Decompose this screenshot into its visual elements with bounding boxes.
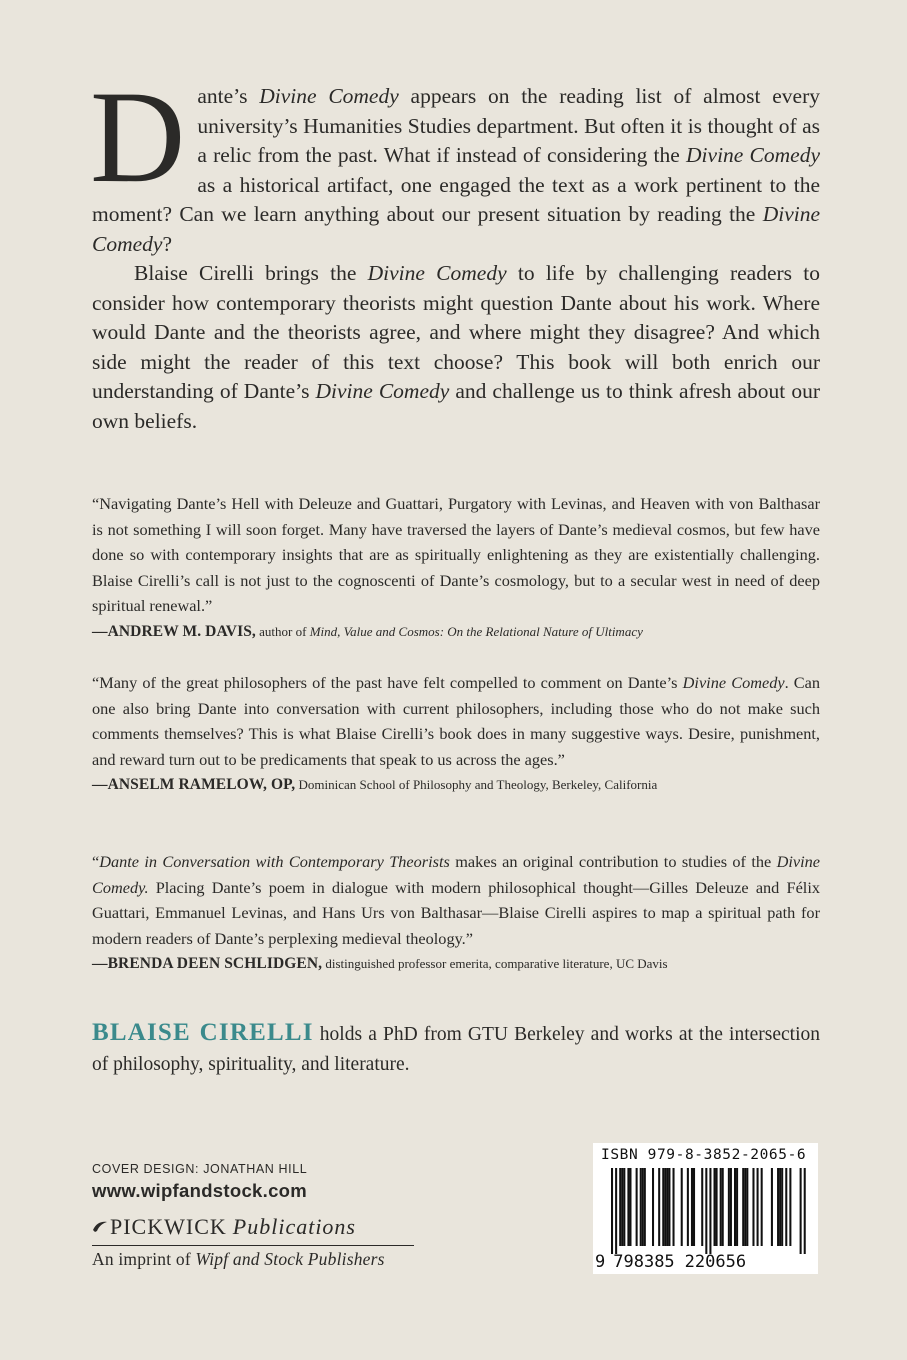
- text-run: ante’s: [197, 84, 260, 108]
- ean-left-group: 798385: [613, 1252, 675, 1272]
- barcode-bar: [720, 1168, 722, 1246]
- barcode-bar: [757, 1168, 759, 1246]
- endorser-description: [299, 777, 658, 792]
- barcode-bar: [642, 1168, 644, 1246]
- publisher-rule: [92, 1245, 414, 1246]
- barcode-bar: [709, 1168, 711, 1254]
- barcode-bar: [668, 1168, 670, 1246]
- cover-design-credit: COVER DESIGN: JONATHAN HILL: [92, 1162, 308, 1176]
- barcode-bar: [693, 1168, 695, 1246]
- endorsement-text: [92, 491, 820, 619]
- publisher-logo: [92, 1214, 414, 1240]
- barcode-bar: [658, 1168, 660, 1246]
- endorsement-text: [92, 670, 820, 772]
- barcode-bar: [734, 1168, 736, 1246]
- author-bio: [92, 1018, 820, 1080]
- endorsement-attribution: [92, 953, 820, 975]
- endorsement-attribution: [92, 621, 820, 643]
- barcode-bar: [800, 1168, 802, 1254]
- book-description: [90, 63, 821, 436]
- isbn-barcode: [593, 1143, 818, 1274]
- text-run: “Many of the great philosophers of the past have felt compelled to comment on Dante’s: [92, 673, 683, 692]
- ean-right-group: 220656: [684, 1252, 747, 1272]
- imprint-prefix: An imprint of: [92, 1249, 196, 1269]
- text-run: ?: [162, 231, 172, 256]
- barcode-bar: [785, 1168, 787, 1246]
- barcode-bar: [652, 1168, 654, 1246]
- barcode-bar: [716, 1168, 718, 1246]
- description-paragraph-2: [92, 259, 820, 436]
- barcode-bar: [714, 1168, 716, 1246]
- text-run: “Navigating Dante’s Hell with Deleuze and Guattari, Purgatory with Levinas, and Heaven with von Balthasar is not something I will soon forget. Many have traversed the layers of Dante’s medieval cosmos, but few have done so with contemporary insights that are as spiritually enlightening as they are existentially challenging. Blaise Cirelli’s call is not just to the cognoscenti of Dante’s cosmology, but to a secular west in need of deep spiritual renewal.”: [92, 494, 820, 615]
- endorser-description: [259, 624, 643, 639]
- text-run: Dominican School of Philosophy and Theology, Berkeley, California: [298, 777, 658, 792]
- barcode-bar: [687, 1168, 689, 1246]
- endorsement-attribution: [92, 774, 820, 796]
- barcode-bar: [644, 1168, 646, 1246]
- barcode-bar: [722, 1168, 724, 1246]
- endorsement-text: [92, 849, 820, 951]
- barcode-bar: [761, 1168, 763, 1246]
- bio-text: holds a PhD from GTU Berkeley and works at the intersection of philosophy, spirituality, and literature.: [92, 1024, 820, 1075]
- endorser-name: —ANDREW M. DAVIS,: [92, 622, 256, 640]
- barcode-bar: [673, 1168, 675, 1246]
- barcode-bars: [597, 1168, 814, 1254]
- text-run: author of: [259, 623, 310, 639]
- barcode-bar: [705, 1168, 707, 1254]
- italic-text: Dante in Conversation with Contemporary Theorists: [99, 852, 450, 871]
- text-run: and challenge us to think afresh about our own beliefs.: [92, 379, 820, 433]
- imprint-publisher: Wipf and Stock Publishers: [195, 1249, 385, 1269]
- ean-first-digit: 9: [595, 1252, 606, 1272]
- text-run: as a historical artifact, one engaged the text as a work pertinent to the moment? Can we learn anything about our present situation by reading the: [92, 172, 820, 226]
- publisher-name: PICKWICK: [110, 1214, 227, 1239]
- barcode-bar: [629, 1168, 631, 1246]
- italic-text: Divine Comedy: [682, 673, 785, 692]
- barcode-bar: [619, 1168, 621, 1246]
- barcode-bar: [789, 1168, 791, 1246]
- text-run: makes an original contribution to studies of the: [449, 852, 777, 871]
- barcode-bar: [615, 1168, 617, 1254]
- barcode-bar: [742, 1168, 744, 1246]
- italic-text: Divine Comedy: [92, 202, 820, 256]
- barcode-bar: [744, 1168, 746, 1246]
- barcode-bar: [640, 1168, 642, 1246]
- barcode-bar: [730, 1168, 732, 1246]
- barcode-bar: [666, 1168, 668, 1246]
- endorsement-davis: [92, 491, 820, 643]
- endorsement-ramelow: [92, 670, 820, 796]
- barcode-bar: [804, 1168, 806, 1254]
- isbn-label: ISBN 979-8-3852-2065-6: [601, 1147, 807, 1163]
- italic-text: Divine Comedy: [686, 143, 820, 167]
- publisher-credits: [92, 1162, 414, 1270]
- barcode-bar: [728, 1168, 730, 1246]
- text-run: distinguished professor emerita, comparative literature, UC Davis: [325, 956, 668, 971]
- barcode-bar: [781, 1168, 783, 1246]
- text-run: . Can one also bring Dante into conversation with current philosophers, including those who do not make such comments themselves? This is what Blaise Cirelli’s book does in many suggestive ways. Desire, punishment, and reward turn out to be predicaments that speak to us across the ages.”: [92, 673, 820, 769]
- italic-text: Divine Comedy: [259, 84, 399, 108]
- italic-text: Divine Comedy: [315, 379, 450, 403]
- text-run: “: [92, 852, 100, 871]
- bio-paragraph: [92, 1018, 820, 1080]
- barcode-bar: [752, 1168, 754, 1246]
- endorser-description: [325, 956, 667, 971]
- barcode-bar: [621, 1168, 623, 1246]
- italic-text: Mind, Value and Cosmos: On the Relational Nature of Ultimacy: [309, 623, 643, 639]
- barcode-bar: [771, 1168, 773, 1246]
- drop-cap: D: [90, 63, 186, 210]
- italic-text: Divine Comedy: [367, 261, 507, 285]
- barcode-bar: [662, 1168, 664, 1246]
- barcode-bar: [681, 1168, 683, 1246]
- barcode-bar: [701, 1168, 703, 1246]
- publisher-website: www.wipfandstock.com: [92, 1180, 308, 1201]
- barcode-bar: [691, 1168, 693, 1246]
- text-run: appears on the reading list of almost every university’s Humanities Studies department. But often it is thought of as a relic from the past. What if instead of considering the: [197, 84, 821, 167]
- barcode-bar: [746, 1168, 748, 1246]
- text-run: Placing Dante’s poem in dialogue with modern philosophical thought—Gilles Deleuze and Félix Guattari, Emmanuel Levinas, and Hans Urs von Balthasar—Blaise Cirelli aspires to map a spiritual path for modern readers of Dante’s perplexing medieval theology.”: [92, 877, 820, 948]
- barcode-bar: [777, 1168, 779, 1246]
- text-run: Blaise Cirelli brings the: [134, 261, 368, 285]
- endorser-name: —ANSELM RAMELOW, OP,: [92, 776, 296, 793]
- quill-icon: [92, 1220, 108, 1234]
- barcode-bar: [779, 1168, 781, 1246]
- text-run: to life by challenging readers to consider how contemporary theorists might question Dante about his work. Where would Dante and the theorists agree, and where might they disagree? And which side might the reader of this text choose? This book will both enrich our understanding of Dante’s: [92, 261, 820, 403]
- endorser-name: —BRENDA DEEN SCHLIDGEN,: [92, 955, 323, 972]
- barcode-bar: [664, 1168, 666, 1246]
- author-name: BLAISE CIRELLI: [92, 1019, 314, 1046]
- barcode-bar: [623, 1168, 625, 1246]
- barcode-bar: [611, 1168, 613, 1254]
- barcode-bar: [736, 1168, 738, 1246]
- description-paragraph-1: [90, 63, 821, 259]
- ean-digits: [595, 1252, 746, 1272]
- rich-text: [90, 63, 821, 256]
- barcode-bar: [627, 1168, 629, 1246]
- imprint-line: [92, 1249, 414, 1270]
- italic-text: Divine Comedy.: [92, 852, 820, 897]
- publisher-name-italic: Publications: [232, 1214, 356, 1239]
- barcode-bar: [636, 1168, 638, 1246]
- endorsement-schlidgen: [92, 849, 820, 975]
